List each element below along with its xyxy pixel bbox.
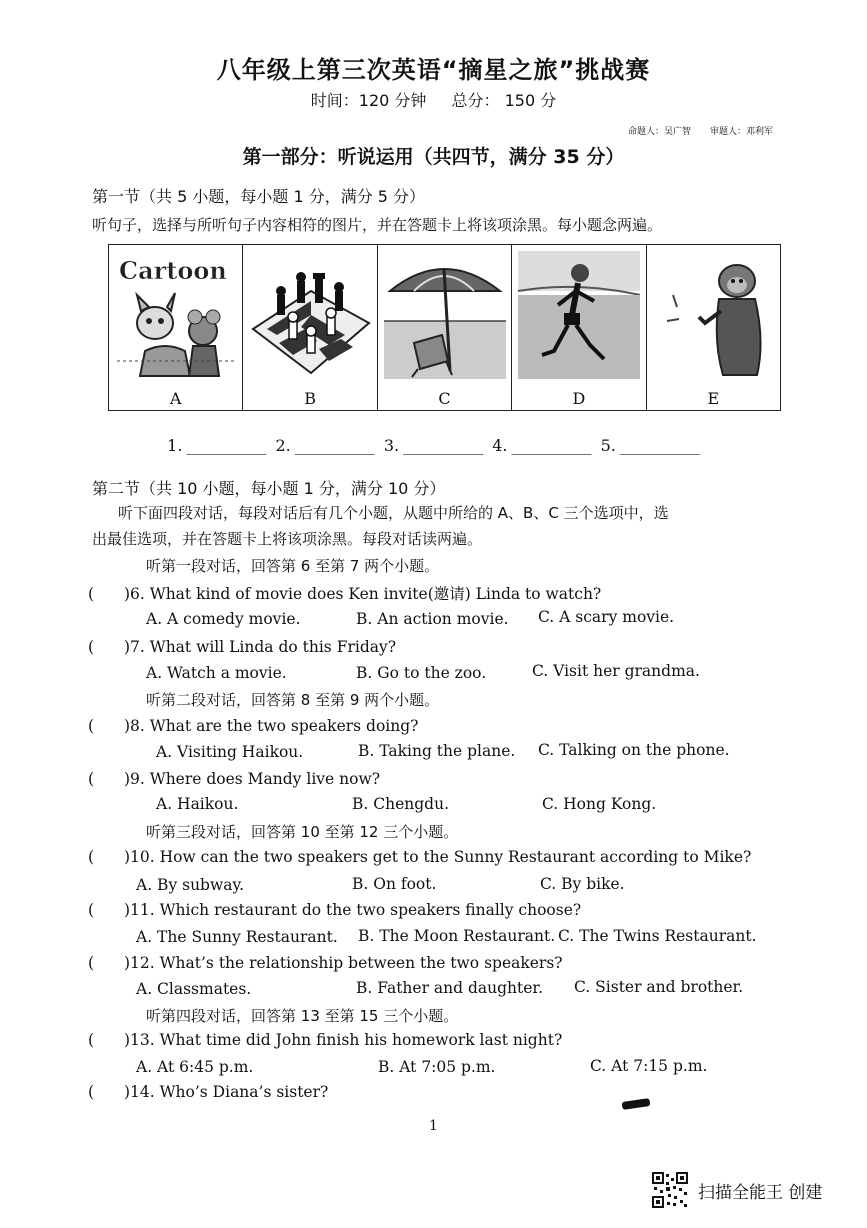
option-9a: A. Haikou. (156, 795, 239, 813)
picture-c (378, 245, 512, 410)
option-7c: C. Visit her grandma. (532, 662, 700, 680)
section1-instruction: 听句子，选择与所听句子内容相符的图片，并在答题卡上将该项涂黑。每小题念两遍。 (92, 216, 663, 234)
page-number: 1 (429, 1118, 438, 1134)
picture-label: C (438, 389, 451, 408)
cartoon-text: Cartoon (119, 256, 227, 285)
qr-code-icon (652, 1172, 688, 1208)
picture-row (108, 244, 781, 411)
running-man-icon (518, 251, 640, 379)
option-13c: C. At 7:15 p.m. (590, 1057, 708, 1075)
picture-a (109, 245, 243, 410)
option-8c: C. Talking on the phone. (538, 741, 730, 759)
picture-label: A (169, 389, 182, 408)
blank-3: 3. (383, 436, 400, 455)
option-6a: A. A comedy movie. (146, 610, 301, 628)
option-10c: C. By bike. (540, 875, 625, 893)
exam-reviewer: 审题人：邓利军 (710, 127, 774, 137)
question-6: ( )6. What kind of movie does Ken invite(邀请) Linda to watch? (88, 585, 602, 603)
question-12: ( )12. What’s the relationship between the two speakers? (88, 954, 563, 972)
picture-d (512, 245, 646, 410)
picture-label: E (707, 389, 720, 408)
answer-blanks: 1. __________ 2. __________ 3. __________ 4. __________ 5. __________ (167, 436, 700, 455)
dialog3-instruction: 听第三段对话，回答第 10 至第 12 三个小题。 (146, 823, 459, 841)
scanner-watermark (652, 1172, 822, 1208)
blank-5: 5. (600, 436, 616, 455)
option-11b: B. The Moon Restaurant. (358, 927, 556, 945)
question-8: ( )8. What are the two speakers doing? (88, 717, 419, 735)
exam-time: 时间：120 分钟 (310, 91, 427, 110)
option-7b: B. Go to the zoo. (356, 664, 487, 682)
exam-author: 命题人：吴广智 (628, 127, 692, 137)
picture-b (243, 245, 377, 410)
picture-label: D (572, 389, 586, 408)
blank-2: 2. (275, 436, 291, 455)
exam-meta (0, 88, 867, 111)
option-12c: C. Sister and brother. (574, 978, 744, 996)
exam-title: 八年级上第三次英语“摘星之旅”挑战赛 (216, 56, 651, 84)
beach-umbrella-icon (384, 251, 506, 379)
question-11: ( )11. Which restaurant do the two speakers finally choose? (88, 901, 582, 919)
question-13: ( )13. What time did John finish his homework last night? (88, 1031, 563, 1049)
option-13a: A. At 6:45 p.m. (136, 1058, 254, 1076)
part-title: 第一部分：听说运用（共四节，满分 35 分） (242, 146, 625, 168)
dialog4-instruction: 听第四段对话，回答第 13 至第 15 三个小题。 (146, 1007, 459, 1025)
exam-total: 总分： 150 分 (451, 91, 557, 110)
option-9b: B. Chengdu. (352, 795, 449, 813)
ink-mark (622, 1098, 651, 1110)
option-8b: B. Taking the plane. (358, 742, 516, 760)
section2-instruction-line1: 听下面四段对话，每段对话后有几个小题，从题中所给的 A、B、C 三个选项中，选 (118, 504, 669, 522)
picture-label: B (304, 389, 316, 408)
blank-4: 4. (492, 436, 508, 455)
option-7a: A. Watch a movie. (146, 664, 287, 682)
dialog1-instruction: 听第一段对话，回答第 6 至第 7 两个小题。 (146, 557, 440, 575)
question-9: ( )9. Where does Mandy live now? (88, 770, 381, 788)
option-13b: B. At 7:05 p.m. (378, 1058, 496, 1076)
question-7: ( )7. What will Linda do this Friday? (88, 638, 397, 656)
section2-title: 第二节（共 10 小题，每小题 1 分，满分 10 分） (92, 479, 446, 498)
option-9c: C. Hong Kong. (542, 795, 657, 813)
option-10a: A. By subway. (136, 876, 245, 894)
cartoon-cat-icon (115, 251, 237, 379)
option-12b: B. Father and daughter. (356, 979, 544, 997)
dialog2-instruction: 听第二段对话，回答第 8 至第 9 两个小题。 (146, 691, 440, 709)
picture-e (647, 245, 780, 410)
option-12a: A. Classmates. (136, 980, 252, 998)
option-8a: A. Visiting Haikou. (156, 743, 304, 761)
option-6c: C. A scary movie. (538, 608, 675, 626)
option-6b: B. An action movie. (356, 610, 509, 628)
scanner-text: 扫描全能王 创建 (698, 1182, 823, 1203)
option-11a: A. The Sunny Restaurant. (136, 928, 338, 946)
section1-title: 第一节（共 5 小题，每小题 1 分，满分 5 分） (92, 187, 426, 206)
blank-1: 1. (167, 436, 183, 455)
option-10b: B. On foot. (352, 875, 437, 893)
option-11c: C. The Twins Restaurant. (558, 927, 757, 945)
question-10: ( )10. How can the two speakers get to the Sunny Restaurant according to Mike? (88, 848, 752, 866)
chess-board-icon (249, 251, 371, 379)
section2-instruction-line2: 出最佳选项，并在答题卡上将该项涂黑。每段对话读两遍。 (92, 530, 483, 548)
question-14: ( )14. Who’s Diana’s sister? (88, 1083, 329, 1101)
monkey-icon (653, 251, 775, 379)
